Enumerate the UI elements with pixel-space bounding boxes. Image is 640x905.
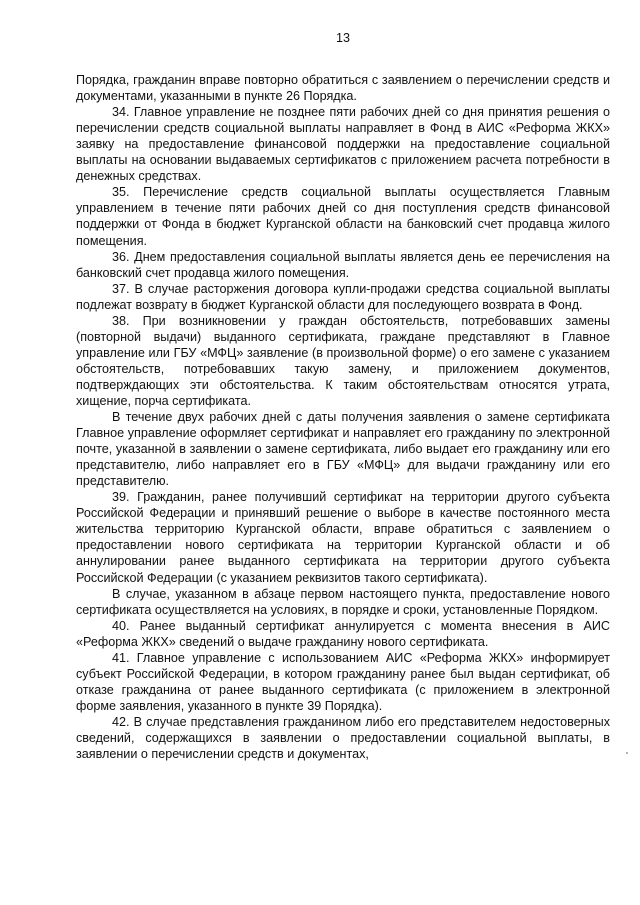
paragraph: 36. Днем предоставления социальной выплаты является день ее перечисления на банковский счет продавца жилого помещения. <box>76 249 610 280</box>
paragraph: В течение двух рабочих дней с даты получения заявления о замене сертификата Главное управление оформляет сертификат и направляет его гражданину по электронной почте, указанной в заявлении о замене сертификата, либо выдает его гражданину или его представителю, либо направляет его в ГБУ «МФЦ» для выдачи гражданину или его представителю. <box>76 410 610 489</box>
margin-speck <box>626 752 628 754</box>
paragraph: 34. Главное управление не позднее пяти рабочих дней со дня принятия решения о перечислении средств социальной выплаты направляет в Фонд в АИС «Реформа ЖКХ» заявку на предоставление финансовой поддержки на предоставление социальной выплаты на основании выдаваемых сертификатов с приложением расчета потребности в денежных средствах. <box>76 105 610 184</box>
paragraph: 40. Ранее выданный сертификат аннулируется с момента внесения в АИС «Реформа ЖКХ» сведений о выдаче гражданину нового сертификата. <box>76 618 610 649</box>
paragraph: 42. В случае представления гражданином либо его представителем недостоверных сведений, содержащихся в заявлении о предоставлении социальной выплаты, в заявлении о перечислении средств и документах, <box>76 714 610 762</box>
page-number: 13 <box>335 31 350 45</box>
paragraph: Порядка, гражданин вправе повторно обратиться с заявлением о перечислении средств и документами, указанными в пункте 26 Порядка. <box>76 73 610 104</box>
paragraph: 35. Перечисление средств социальной выплаты осуществляется Главным управлением в течение пяти рабочих дней со дня поступления средств финансовой поддержки от Фонда в бюджет Курганской области на банковский счет продавца жилого помещения. <box>76 185 610 248</box>
paragraph: 38. При возникновении у граждан обстоятельств, потребовавших замены (повторной выдачи) выданного сертификата, граждане представляют в Главное управление или ГБУ «МФЦ» заявление (в произвольной форме) о его замене с указанием обстоятельств, потребовавших такую замену, и приложением документов, подтверждающих эти обстоятельства. К таким обстоятельствам относятся утрата, хищение, порча сертификата. <box>76 313 610 408</box>
paragraph: 41. Главное управление с использованием АИС «Реформа ЖКХ» информирует субъект Российской Федерации, в котором гражданину ранее был выдан сертификат, об отказе гражданина от ранее выданного сертификата (с приложением в электронной форме заявления, указанного в пункте 39 Порядка). <box>76 650 610 713</box>
paragraph: 37. В случае расторжения договора купли-продажи средства социальной выплаты подлежат возврату в бюджет Курганской области для последующего возврата в Фонд. <box>76 281 610 312</box>
paragraph: В случае, указанном в абзаце первом настоящего пункта, предоставление нового сертификата осуществляется на условиях, в порядке и сроки, установленные Порядком. <box>76 586 610 617</box>
paragraph: 39. Гражданин, ранее получивший сертификат на территории другого субъекта Российской Федерации и принявший решение о выборе в качестве постоянного места жительства территорию Курганской области, вправе обратиться с заявлением о предоставлении нового сертификата на территории Курганской области и об аннулировании ранее выданного сертификата на территории другого субъекта Российской Федерации (с указанием реквизитов такого сертификата). <box>76 490 610 585</box>
document-body <box>76 72 610 762</box>
